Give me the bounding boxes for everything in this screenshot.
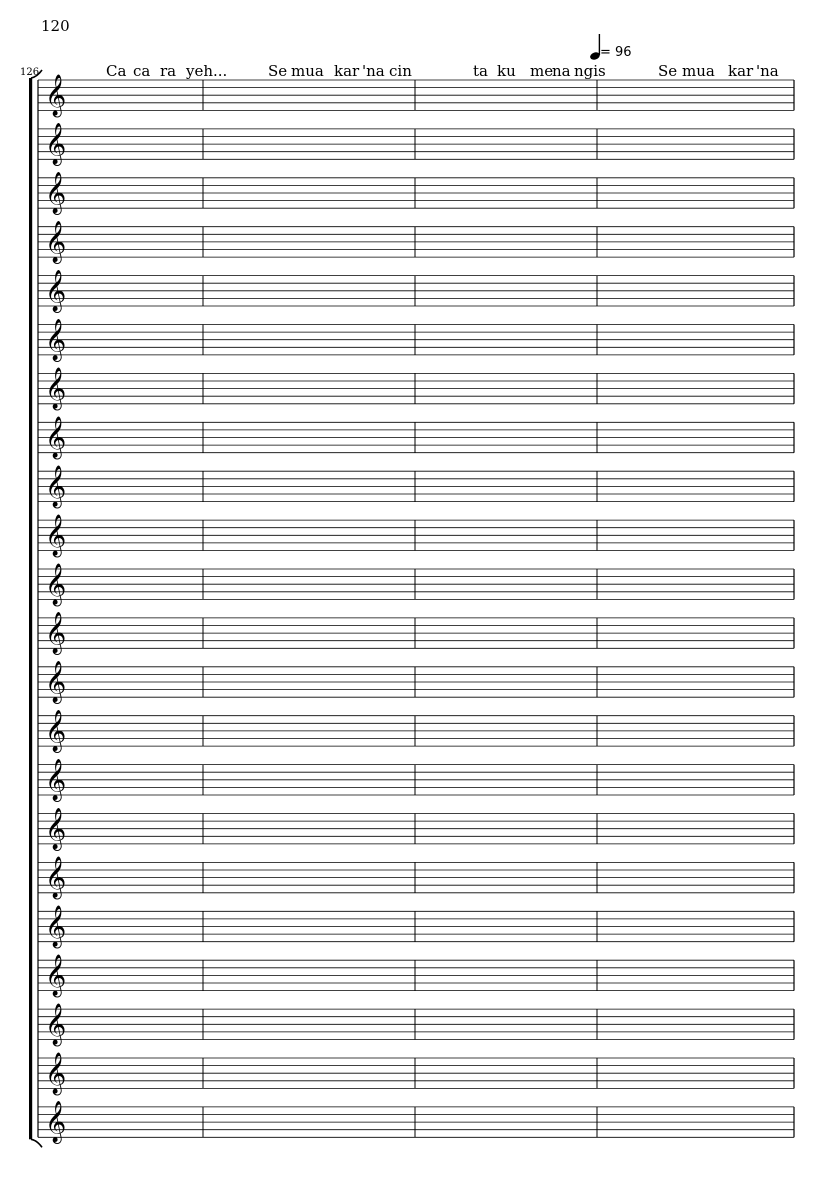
treble-clef-icon: 𝄞 — [45, 906, 67, 948]
staff — [38, 221, 794, 264]
staff — [38, 123, 794, 166]
treble-clef-icon: 𝄞 — [45, 661, 67, 703]
bracket-top-hook — [31, 70, 42, 78]
treble-clef-icon: 𝄞 — [45, 1101, 67, 1143]
page-number: 120 — [41, 17, 70, 35]
treble-clef-icon: 𝄞 — [45, 955, 67, 996]
lyric-syllable: kar — [728, 62, 754, 80]
staff — [38, 661, 794, 704]
treble-clef-icon: 𝄞 — [45, 710, 67, 752]
staff — [38, 514, 794, 557]
staff — [38, 563, 794, 606]
treble-clef-icon: 𝄞 — [45, 368, 67, 410]
staff — [38, 905, 794, 948]
lyric-syllable: kar — [334, 62, 360, 80]
staff — [38, 1101, 794, 1144]
lyric-syllable: ku — [497, 62, 516, 80]
staff — [38, 318, 794, 361]
lyric-syllable: ra — [160, 62, 177, 80]
treble-clef-icon: 𝄞 — [45, 270, 67, 312]
lyric-syllable: me — [530, 62, 554, 80]
bracket-bottom-hook — [31, 1139, 42, 1147]
lyric-syllable: na — [552, 62, 571, 80]
lyric-syllable: 'na — [362, 62, 385, 80]
tempo-mark: = 96 — [600, 45, 632, 60]
staff — [38, 74, 794, 117]
treble-clef-icon: 𝄞 — [45, 563, 67, 605]
lyric-syllable: Ca — [106, 62, 127, 80]
treble-clef-icon: 𝄞 — [45, 514, 67, 556]
treble-clef-icon: 𝄞 — [45, 466, 67, 507]
lyric-syllable: mua — [291, 62, 324, 80]
lyric-syllable: mua — [682, 62, 715, 80]
staff — [38, 172, 794, 215]
system-bracket — [29, 78, 32, 1139]
staff — [38, 1003, 794, 1046]
lyric-syllable: ca — [133, 62, 151, 80]
lyric-syllable: ta — [473, 62, 488, 80]
staff — [38, 856, 794, 899]
staff — [38, 710, 794, 753]
staff — [38, 465, 794, 508]
treble-clef-icon: 𝄞 — [45, 759, 67, 801]
staff — [38, 758, 794, 801]
staff — [38, 807, 794, 850]
staff — [38, 612, 794, 655]
treble-clef-icon: 𝄞 — [45, 808, 67, 850]
staff — [38, 367, 794, 410]
treble-clef-icon: 𝄞 — [45, 319, 67, 361]
treble-clef-icon: 𝄞 — [45, 417, 67, 459]
treble-clef-icon: 𝄞 — [45, 1003, 67, 1045]
treble-clef-icon: 𝄞 — [45, 612, 67, 654]
treble-clef-icon: 𝄞 — [45, 172, 67, 214]
staff — [38, 954, 794, 997]
treble-clef-icon: 𝄞 — [45, 857, 67, 899]
treble-clef-icon: 𝄞 — [45, 74, 67, 116]
lyric-syllable: Se — [268, 62, 288, 80]
staff — [38, 1052, 794, 1095]
measure-number: 126 — [20, 67, 40, 78]
lyric-syllable: cin — [389, 62, 412, 80]
treble-clef-icon: 𝄞 — [45, 1052, 67, 1094]
lyric-syllable: yeh... — [186, 62, 228, 80]
lyric-syllable: Se — [658, 62, 678, 80]
lyric-syllable: ngis — [574, 62, 606, 80]
treble-clef-icon: 𝄞 — [45, 123, 67, 165]
lyric-syllable: 'na — [756, 62, 779, 80]
staff — [38, 416, 794, 459]
treble-clef-icon: 𝄞 — [45, 221, 67, 263]
staff — [38, 269, 794, 312]
